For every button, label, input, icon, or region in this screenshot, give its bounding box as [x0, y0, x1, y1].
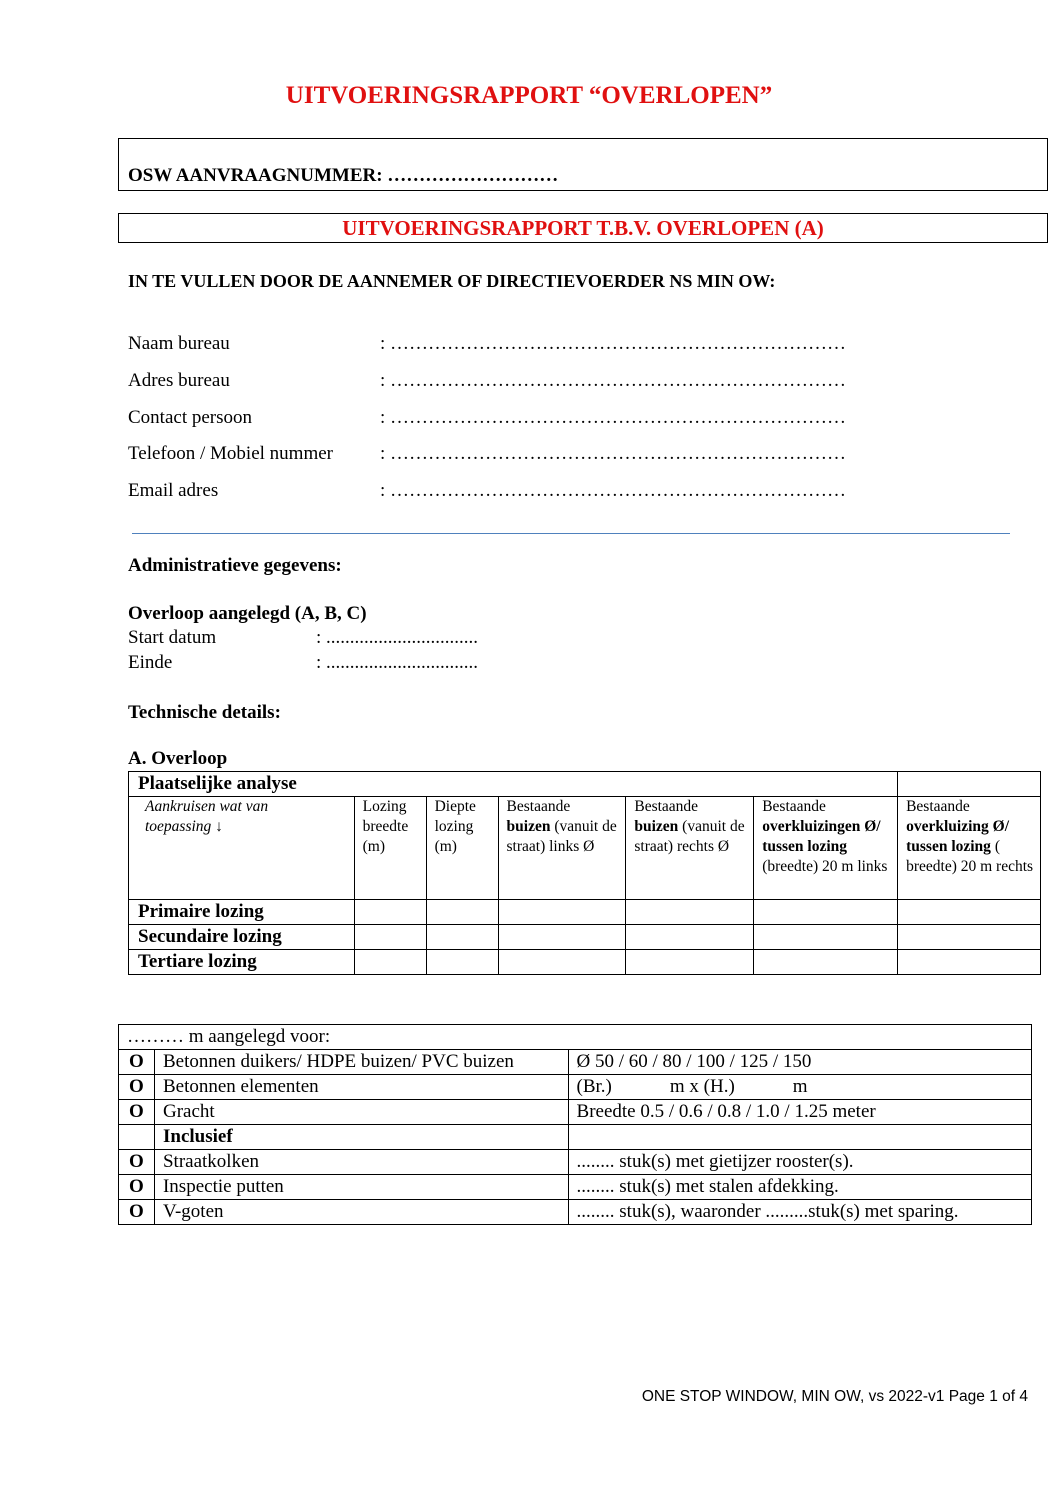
end-date-value[interactable]: : ................................	[316, 652, 479, 673]
table-cell[interactable]	[626, 925, 754, 950]
field-label-adres: Adres bureau	[128, 370, 230, 391]
start-date-value[interactable]: : ................................	[316, 627, 479, 648]
table-cell[interactable]	[426, 950, 498, 975]
divider-line	[132, 533, 1010, 534]
field-label-email: Email adres	[128, 480, 219, 501]
overloop-heading: Overloop aangelegd (A, B, C)	[128, 603, 367, 624]
material-spec	[568, 1125, 1031, 1150]
material-spec: ........ stuk(s), waaronder .........stuk(s) met sparing.	[568, 1200, 1031, 1225]
field-value-naam[interactable]: : ………………………………………………………………	[380, 333, 847, 354]
table-cell[interactable]	[754, 950, 898, 975]
field-value-contact[interactable]: : ………………………………………………………………	[380, 407, 847, 428]
table-cell[interactable]	[354, 925, 426, 950]
table-cell[interactable]	[898, 950, 1041, 975]
material-item: Gracht	[154, 1100, 568, 1125]
material-item: Inspectie putten	[154, 1175, 568, 1200]
checkbox-mark[interactable]: O	[119, 1175, 155, 1200]
header-lozing-breedte: Lozing breedte (m)	[354, 797, 426, 900]
material-item-inclusief: Inclusief	[154, 1125, 568, 1150]
table-cell[interactable]	[354, 900, 426, 925]
field-value-telefoon[interactable]: : ………………………………………………………………	[380, 443, 847, 464]
material-spec: ........ stuk(s) met stalen afdekking.	[568, 1175, 1031, 1200]
table-cell[interactable]	[498, 925, 626, 950]
checkbox-mark[interactable]: O	[119, 1050, 155, 1075]
table-cell[interactable]	[498, 900, 626, 925]
checkbox-mark[interactable]: O	[119, 1150, 155, 1175]
table-cell	[898, 772, 1041, 797]
checkbox-mark	[119, 1125, 155, 1150]
checkbox-mark[interactable]: O	[119, 1100, 155, 1125]
page-footer: ONE STOP WINDOW, MIN OW, vs 2022-v1 Page 1 of 4	[641, 1388, 1028, 1405]
header-diepte-lozing: Diepte lozing (m)	[426, 797, 498, 900]
table-cell[interactable]	[354, 950, 426, 975]
field-value-adres[interactable]: : ………………………………………………………………	[380, 370, 847, 391]
table-cell[interactable]	[754, 925, 898, 950]
material-spec: (Br.) m x (H.) m	[568, 1075, 1031, 1100]
field-label-naam: Naam bureau	[128, 333, 230, 354]
analysis-title: Plaatselijke analyse	[129, 772, 898, 797]
analysis-table	[128, 771, 1041, 975]
header-overkluizing-rechts: Bestaande overkluizing Ø/ tussen lozing ( breedte) 20 m rechts	[898, 797, 1041, 900]
header-aankruisen: Aankruisen wat van toepassing ↓	[129, 797, 355, 900]
header-buizen-rechts: Bestaande buizen (vanuit de straat) rechts Ø	[626, 797, 754, 900]
section-title: UITVOERINGSRAPPORT T.B.V. OVERLOPEN (A)	[118, 213, 1048, 243]
row-label-tertiare: Tertiare lozing	[129, 950, 355, 975]
material-spec: ........ stuk(s) met gietijzer rooster(s).	[568, 1150, 1031, 1175]
row-label-primaire: Primaire lozing	[129, 900, 355, 925]
field-label-contact: Contact persoon	[128, 407, 253, 428]
intro-text: IN TE VULLEN DOOR DE AANNEMER OF DIRECTIEVOERDER NS MIN OW:	[128, 271, 776, 291]
osw-number-label: OSW AANVRAAGNUMMER: ………………………	[128, 165, 559, 186]
table-cell[interactable]	[626, 900, 754, 925]
page-title: UITVOERINGSRAPPORT “OVERLOPEN”	[285, 82, 773, 109]
end-date-label: Einde	[128, 652, 173, 673]
table-cell[interactable]	[898, 900, 1041, 925]
table-cell[interactable]	[754, 900, 898, 925]
material-item: Betonnen elementen	[154, 1075, 568, 1100]
material-spec: Breedte 0.5 / 0.6 / 0.8 / 1.0 / 1.25 meter	[568, 1100, 1031, 1125]
field-label-telefoon: Telefoon / Mobiel nummer	[128, 443, 333, 464]
material-item: V-goten	[154, 1200, 568, 1225]
table-cell[interactable]	[426, 900, 498, 925]
admin-heading: Administratieve gegevens:	[128, 555, 342, 576]
material-item: Betonnen duikers/ HDPE buizen/ PVC buizen	[154, 1050, 568, 1075]
materials-table	[118, 1024, 1032, 1225]
materials-header: ……… m aangelegd voor:	[119, 1025, 1032, 1050]
start-date-label: Start datum	[128, 627, 217, 648]
section-a-heading: A. Overloop	[128, 748, 228, 769]
checkbox-mark[interactable]: O	[119, 1200, 155, 1225]
table-cell[interactable]	[626, 950, 754, 975]
header-buizen-links: Bestaande buizen (vanuit de straat) links Ø	[498, 797, 626, 900]
field-value-email[interactable]: : ………………………………………………………………	[380, 480, 847, 501]
checkbox-mark[interactable]: O	[119, 1075, 155, 1100]
table-cell[interactable]	[498, 950, 626, 975]
tech-heading: Technische details:	[128, 702, 281, 723]
row-label-secundaire: Secundaire lozing	[129, 925, 355, 950]
table-cell[interactable]	[426, 925, 498, 950]
material-spec: Ø 50 / 60 / 80 / 100 / 125 / 150	[568, 1050, 1031, 1075]
header-overkluizingen-links: Bestaande overkluizingen Ø/ tussen lozing (breedte) 20 m links	[754, 797, 898, 900]
material-item: Straatkolken	[154, 1150, 568, 1175]
table-cell[interactable]	[898, 925, 1041, 950]
